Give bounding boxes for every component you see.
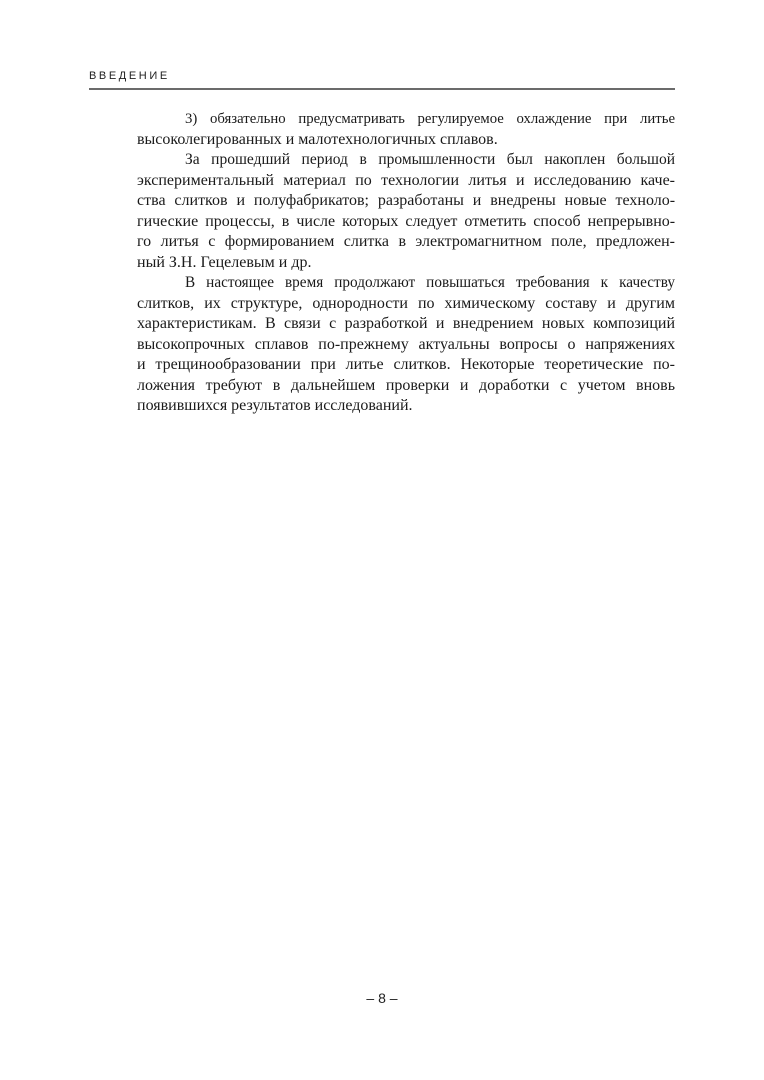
paragraph-3 bbox=[89, 273, 675, 417]
text-line: 3) обязательно предусматривать регулируемое охлаждение при литье bbox=[185, 111, 675, 127]
text-line: ный З.Н. Гецелевым и др. bbox=[137, 253, 312, 271]
text-line: гические процессы, в числе которых следует отметить способ непрерывно- bbox=[137, 212, 676, 230]
paragraph-2 bbox=[89, 150, 675, 273]
text-line: экспериментальный материал по технологии литья и исследованию каче- bbox=[137, 171, 675, 189]
text-line: слитков, их структуре, однородности по химическому составу и другим bbox=[137, 294, 675, 312]
paragraph-1 bbox=[89, 109, 675, 150]
text-line: ства слитков и полуфабрикатов; разработаны и внедрены новые техноло- bbox=[137, 192, 676, 209]
running-header: ВВЕДЕНИЕ bbox=[89, 70, 170, 82]
text-line: В настоящее время продолжают повышаться требования к качеству bbox=[185, 274, 675, 291]
text-line: и трещинообразовании при литье слитков. Некоторые теоретические по- bbox=[137, 356, 675, 373]
body-text bbox=[89, 109, 675, 417]
text-line: ложения требуют в дальнейшем проверки и доработки с учетом вновь bbox=[137, 376, 675, 394]
text-line: появившихся результатов исследований. bbox=[137, 397, 413, 414]
text-line: За прошедший период в промышленности был накоплен большой bbox=[185, 151, 675, 168]
text-line: высокопрочных сплавов по-прежнему актуальны вопросы о напряжениях bbox=[137, 335, 676, 353]
text-line: высоколегированных и малотехнологичных сплавов. bbox=[137, 130, 498, 148]
text-line: го литья с формированием слитка в электромагнитном поле, предложен- bbox=[137, 233, 675, 250]
header-rule bbox=[89, 88, 675, 90]
page-number: – 8 – bbox=[366, 990, 398, 1006]
text-line: характеристикам. В связи с разработкой и внедрением новых композиций bbox=[137, 315, 675, 332]
